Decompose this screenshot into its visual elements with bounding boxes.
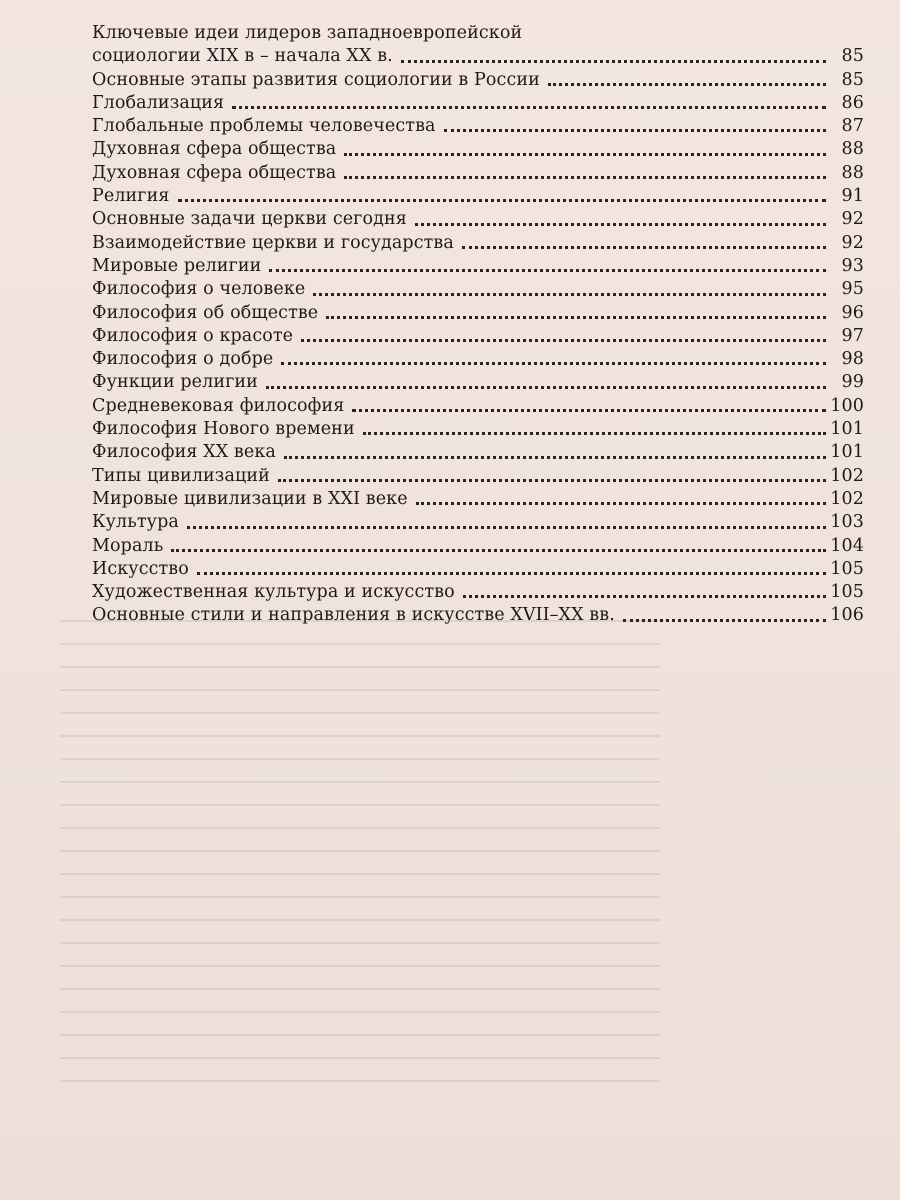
toc-entry-title: Основные задачи церкви сегодня [92,209,407,230]
toc-page-number: 96 [841,302,864,323]
toc-entry-title-line2: социологии XIX в – начала XX в. [92,46,393,67]
toc-entry [92,395,864,418]
toc-page-number: 103 [830,512,864,533]
toc-page-number: 104 [830,535,864,556]
toc-entry-title: Философия об обществе [92,302,319,323]
toc-entry [92,92,864,115]
toc-entry [92,558,864,581]
dot-leader [301,339,826,342]
toc-entry-title: Философия о красоте [92,325,294,346]
toc-entry [92,22,864,69]
toc-page-number: 88 [841,162,864,183]
toc-page-number: 85 [841,46,864,67]
toc-entry [92,581,864,604]
toc-page-number: 88 [841,139,864,160]
toc-page-number: 106 [830,605,864,626]
toc-entry-title: Культура [92,512,179,533]
dot-leader [266,386,826,389]
dot-leader [548,83,826,86]
table-of-contents [92,22,864,628]
toc-entry-title: Философия XX века [92,442,276,463]
toc-page-number: 95 [841,279,864,300]
toc-page-number: 87 [841,116,864,137]
toc-page-number: 92 [841,209,864,230]
dot-leader [352,409,826,412]
toc-entry-title: Мораль [92,535,164,556]
dot-leader [462,246,826,249]
toc-entry [92,488,864,511]
toc-entry [92,302,864,325]
dot-leader [401,60,826,63]
toc-entry-title: Типы цивилизаций [92,465,270,486]
toc-entry [92,441,864,464]
toc-entry-title: Взаимодействие церкви и государства [92,232,454,253]
toc-entry [92,278,864,301]
toc-entry [92,115,864,138]
toc-entry-title: Глобальные проблемы человечества [92,116,436,137]
toc-entry-title: Мировые цивилизации в XXI веке [92,488,408,509]
toc-entry [92,465,864,488]
toc-page-number: 102 [830,465,864,486]
dot-leader [415,223,826,226]
toc-entry-title: Философия Нового времени [92,419,355,440]
toc-entry-title: Функции религии [92,372,258,393]
toc-entry-title: Основные этапы развития социологии в России [92,69,540,90]
toc-entry-title: Философия о добре [92,349,274,370]
toc-page-number: 105 [830,582,864,603]
dot-leader [363,432,826,435]
toc-entry [92,208,864,231]
dot-leader [344,153,826,156]
toc-page-number: 102 [830,488,864,509]
toc-entry [92,138,864,161]
toc-page-number: 91 [841,186,864,207]
toc-entry-title: Духовная сфера общества [92,162,337,183]
dot-leader [444,129,826,132]
dot-leader [187,526,826,529]
toc-entry [92,69,864,92]
dot-leader [197,572,826,575]
dot-leader [269,269,826,272]
toc-page-number: 85 [841,69,864,90]
toc-entry [92,348,864,371]
toc-entry-title: Художественная культура и искусство [92,582,455,603]
toc-page-number: 100 [830,395,864,416]
toc-entry-title: Философия о человеке [92,279,306,300]
dot-leader [463,595,826,598]
toc-entry [92,232,864,255]
toc-entry [92,325,864,348]
toc-page-number: 101 [830,442,864,463]
toc-page-number: 101 [830,419,864,440]
dot-leader [281,362,826,365]
dot-leader [313,293,826,296]
toc-page-number: 105 [830,558,864,579]
toc-page-number: 99 [841,372,864,393]
dot-leader [171,549,826,552]
dot-leader [326,316,826,319]
toc-entry-title: Духовная сфера общества [92,139,337,160]
toc-entry-title: Средневековая философия [92,395,345,416]
toc-page-number: 92 [841,232,864,253]
toc-page-number: 97 [841,325,864,346]
dot-leader [344,176,826,179]
toc-page-number: 98 [841,349,864,370]
dot-leader [178,199,827,202]
toc-entry-title: Основные стили и направления в искусстве XVII–XX вв. [92,605,615,626]
toc-entry [92,511,864,534]
dot-leader [623,619,826,622]
dot-leader [232,106,826,109]
toc-entry-title: Религия [92,186,170,207]
toc-page-number: 86 [841,92,864,113]
toc-entry [92,371,864,394]
dot-leader [284,456,826,459]
dot-leader [278,479,826,482]
toc-entry [92,162,864,185]
toc-entry-title-line1: Ключевые идеи лидеров западноевропейской [92,23,523,43]
toc-entry [92,255,864,278]
toc-entry [92,185,864,208]
toc-entry-title: Глобализация [92,92,225,113]
toc-page-number: 93 [841,255,864,276]
toc-entry-title: Мировые религии [92,255,262,276]
toc-entry-title: Искусство [92,558,189,579]
dot-leader [416,502,826,505]
toc-entry [92,604,864,627]
show-through-text [60,620,660,1160]
toc-entry [92,535,864,558]
toc-entry [92,418,864,441]
